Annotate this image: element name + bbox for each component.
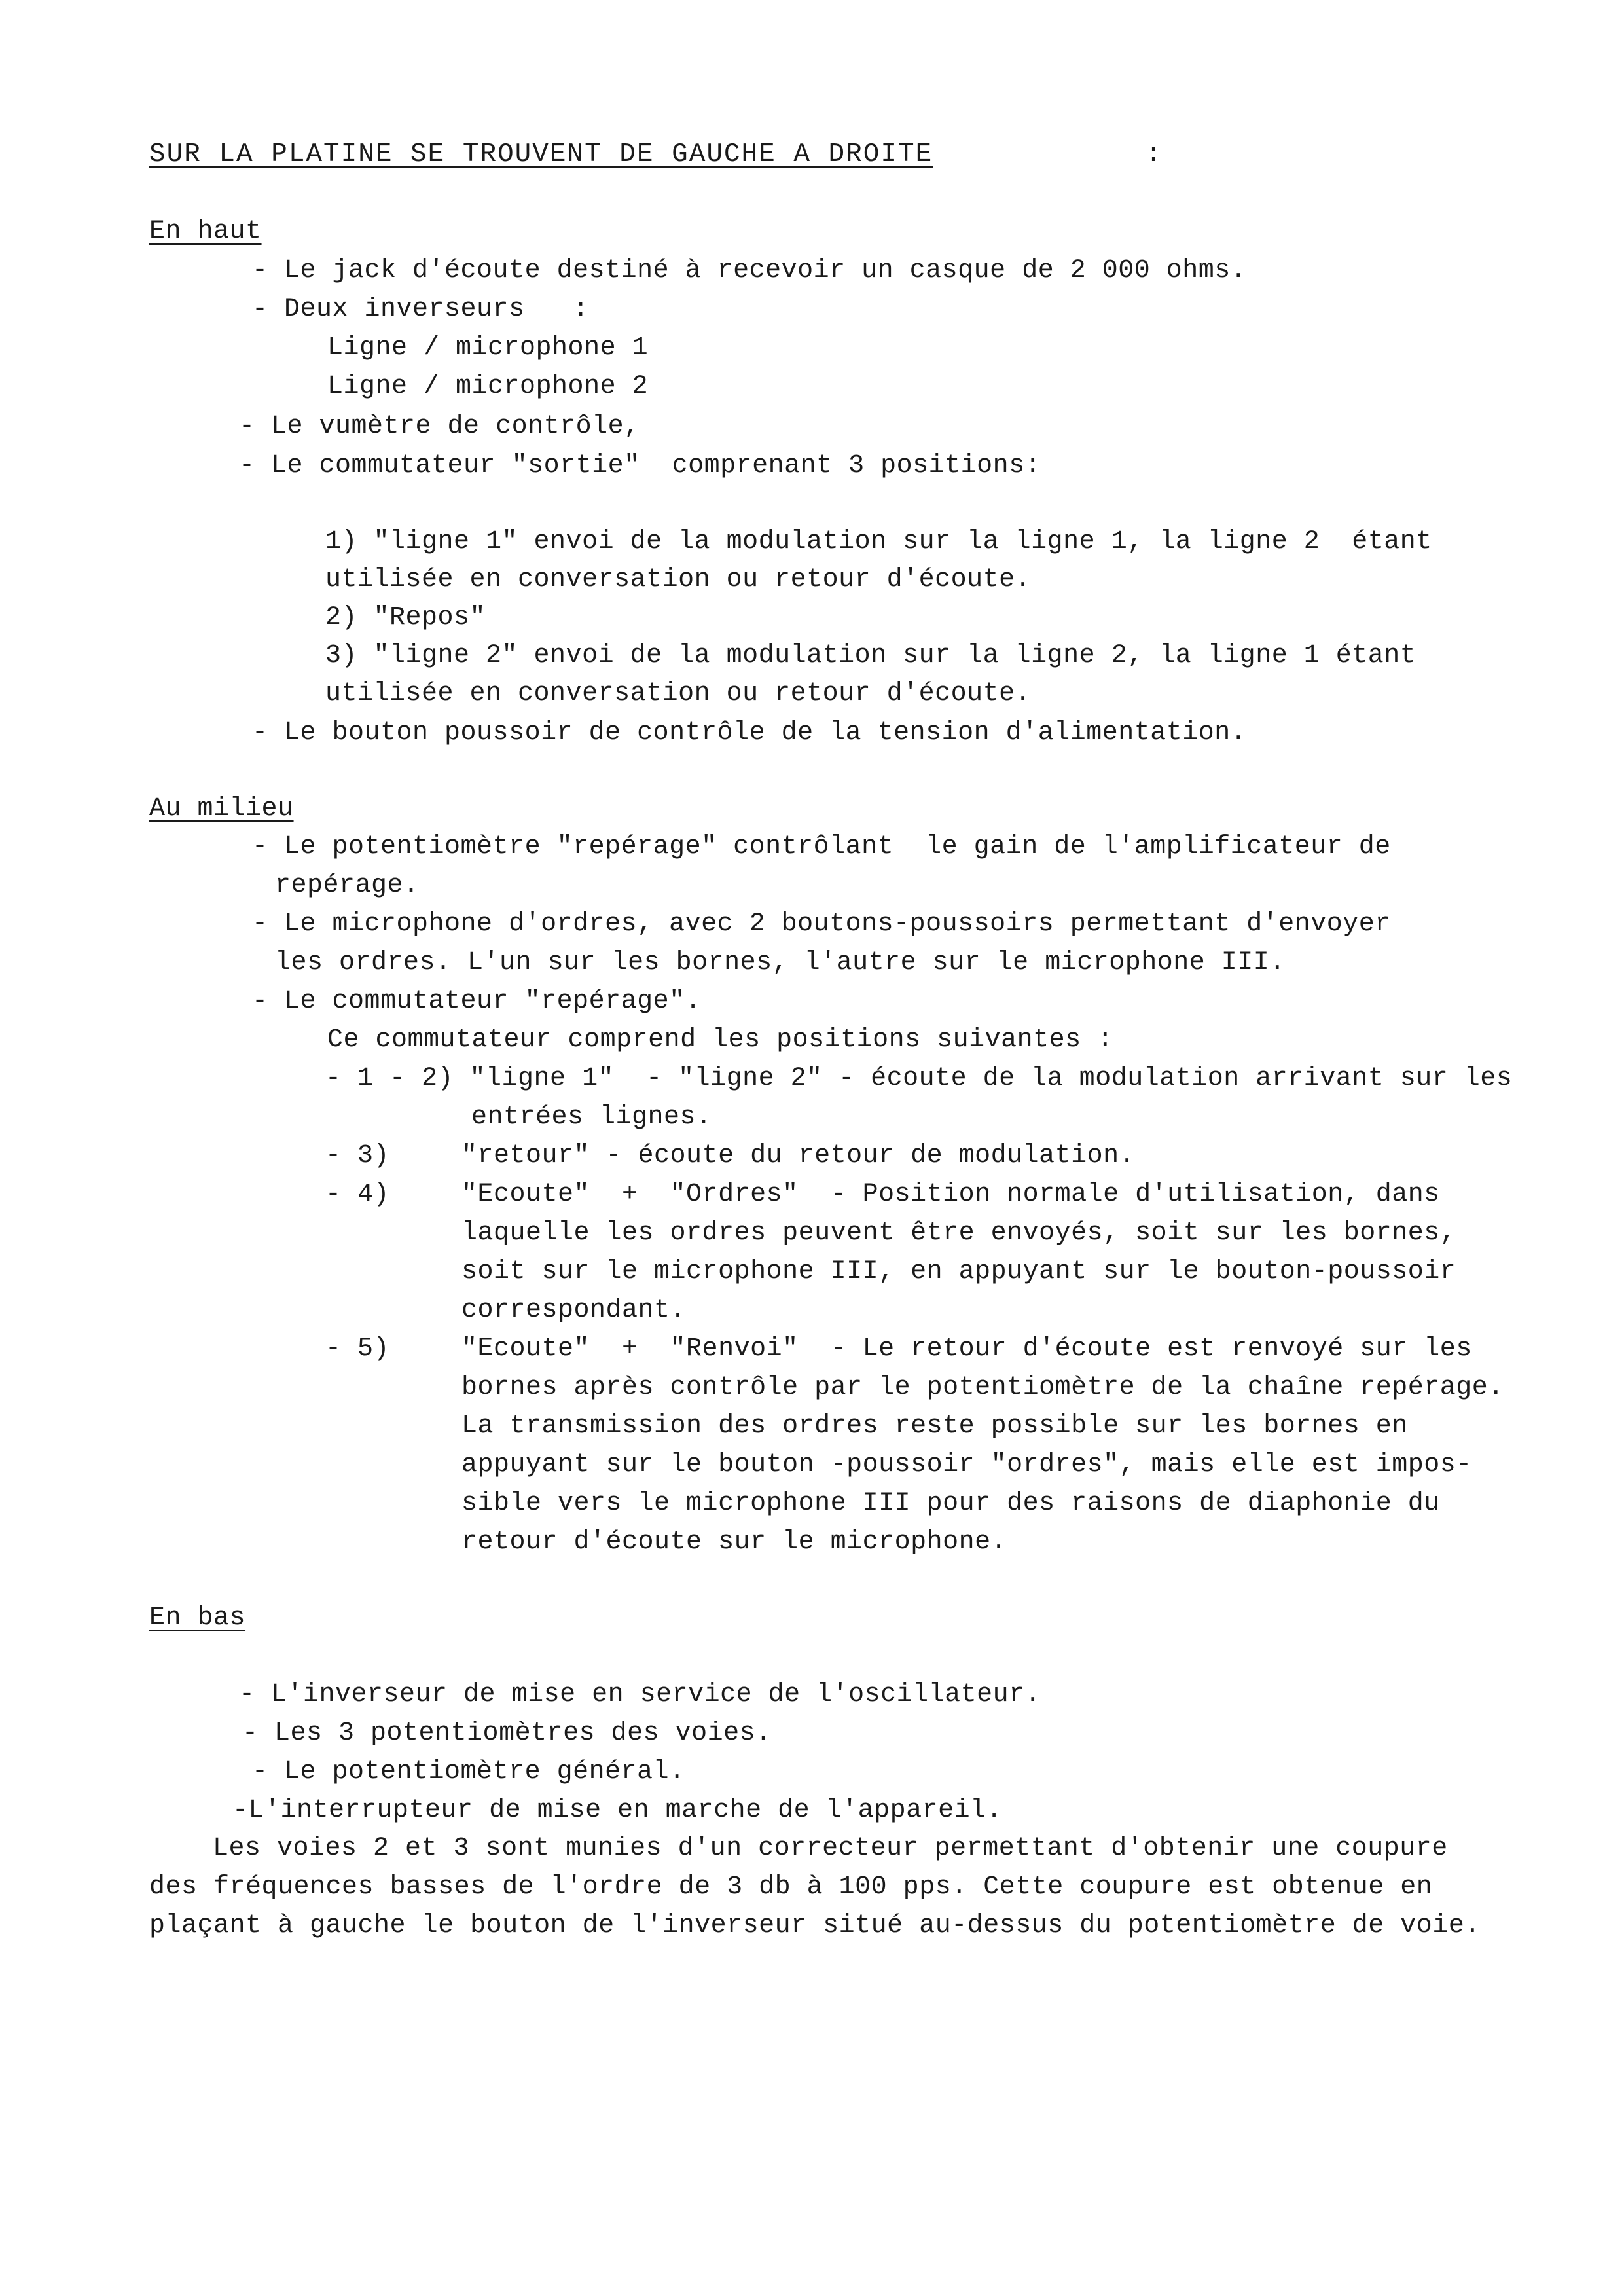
list-item: - Le microphone d'ordres, avec 2 boutons-poussoirs permettant d'envoyer	[252, 909, 1391, 939]
list-item-cont: les ordres. L'un sur les bornes, l'autre sur le microphone III.	[275, 948, 1286, 977]
list-item: - Le potentiomètre général.	[252, 1757, 685, 1787]
list-item: - Le vumètre de contrôle,	[239, 412, 640, 441]
position-number: - 3)	[325, 1141, 390, 1171]
position-description: "retour" - écoute du retour de modulation.	[461, 1141, 1136, 1171]
position-description: soit sur le microphone III, en appuyant sur le bouton-poussoir	[461, 1257, 1456, 1286]
list-item: - Le commutateur "sortie" comprenant 3 positions:	[239, 451, 1041, 481]
list-item: - Le bouton poussoir de contrôle de la tension d'alimentation.	[252, 718, 1247, 748]
list-item: - Deux inverseurs :	[252, 295, 589, 324]
list-subitem: 1) "ligne 1" envoi de la modulation sur la ligne 1, la ligne 2 étant	[325, 527, 1432, 556]
list-subitem: Ce commutateur comprend les positions suivantes :	[327, 1025, 1113, 1055]
list-item: - Le jack d'écoute destiné à recevoir un casque de 2 000 ohms.	[252, 256, 1247, 285]
list-subitem: 3) "ligne 2" envoi de la modulation sur la ligne 2, la ligne 1 étant	[325, 641, 1416, 670]
position-description: retour d'écoute sur le microphone.	[461, 1527, 1007, 1557]
list-subitem: - 1 - 2) "ligne 1" - "ligne 2" - écoute de la modulation arrivant sur les	[325, 1064, 1513, 1093]
page-title-colon: :	[1146, 139, 1163, 170]
position-description: correspondant.	[461, 1296, 687, 1325]
list-subitem: utilisée en conversation ou retour d'écoute.	[325, 679, 1032, 708]
position-description: bornes après contrôle par le potentiomètre de la chaîne repérage.	[461, 1373, 1504, 1402]
section-heading-au-milieu: Au milieu	[149, 794, 294, 824]
position-description: "Ecoute" + "Renvoi" - Le retour d'écoute est renvoyé sur les	[461, 1334, 1472, 1364]
position-number: - 4)	[325, 1180, 390, 1209]
page-title: SUR LA PLATINE SE TROUVENT DE GAUCHE A DROITE	[149, 139, 933, 170]
list-subitem: 2) "Repos"	[325, 603, 486, 632]
paragraph-line: des fréquences basses de l'ordre de 3 db à 100 pps. Cette coupure est obtenue en	[149, 1872, 1433, 1902]
section-heading-en-bas: En bas	[149, 1603, 246, 1633]
position-number: - 5)	[325, 1334, 390, 1364]
paragraph-line: plaçant à gauche le bouton de l'inverseur situé au-dessus du potentiomètre de voie.	[149, 1911, 1481, 1941]
list-item: - Le commutateur "repérage".	[252, 987, 702, 1016]
section-heading-en-haut: En haut	[149, 217, 262, 246]
list-subitem: Ligne / microphone 1	[327, 333, 649, 363]
list-item: -L'interrupteur de mise en marche de l'appareil.	[232, 1796, 1003, 1825]
list-item: - Le potentiomètre "repérage" contrôlant le gain de l'amplificateur de	[252, 832, 1391, 862]
list-item-cont: repérage.	[275, 871, 420, 900]
list-subitem: utilisée en conversation ou retour d'écoute.	[325, 565, 1032, 594]
position-description: sible vers le microphone III pour des raisons de diaphonie du	[461, 1489, 1440, 1518]
paragraph-line: Les voies 2 et 3 sont munies d'un correcteur permettant d'obtenir une coupure	[213, 1834, 1448, 1863]
list-item: - L'inverseur de mise en service de l'oscillateur.	[239, 1680, 1041, 1709]
list-subitem: Ligne / microphone 2	[327, 372, 649, 401]
position-description: appuyant sur le bouton -poussoir "ordres", mais elle est impos-	[461, 1450, 1472, 1480]
position-description: laquelle les ordres peuvent être envoyés, soit sur les bornes,	[461, 1218, 1456, 1248]
list-subitem-cont: entrées lignes.	[471, 1102, 712, 1132]
list-item: - Les 3 potentiomètres des voies.	[242, 1719, 772, 1748]
position-description: La transmission des ordres reste possible sur les bornes en	[461, 1412, 1408, 1441]
position-description: "Ecoute" + "Ordres" - Position normale d'utilisation, dans	[461, 1180, 1440, 1209]
